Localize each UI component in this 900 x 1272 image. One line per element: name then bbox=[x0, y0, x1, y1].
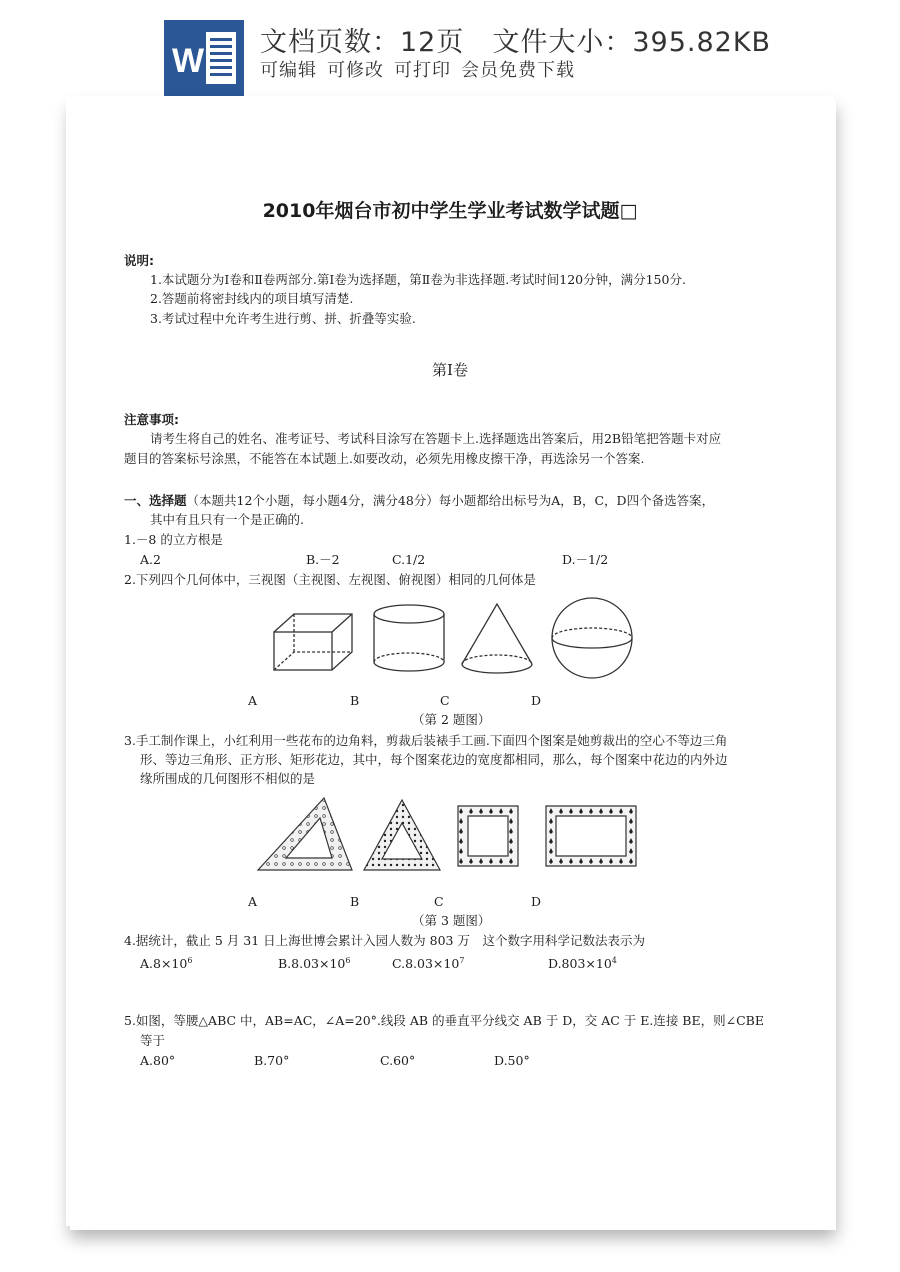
note-3: 3.考试过程中允许考生进行剪、拼、折叠等实验. bbox=[150, 311, 416, 326]
notes-heading: 说明: bbox=[124, 253, 154, 268]
q3-line-3: 缘所围成的几何图形不相似的是 bbox=[140, 771, 316, 786]
part1-header bbox=[124, 493, 714, 509]
q4-option-a: $A.8\times 10^6$ bbox=[140, 956, 193, 971]
q3-label-b: B bbox=[350, 894, 360, 909]
feature-editable: 可编辑 bbox=[260, 60, 317, 81]
svg-text:W: W bbox=[172, 42, 205, 80]
q5-line-1: 5.如图，等腰△ABC 中，AB=AC，∠A=20°.线段 AB 的垂直平分线交 AB 于 D，交 AC 于 E.连接 BE，则∠CBE bbox=[124, 1013, 764, 1028]
feature-list bbox=[260, 56, 585, 82]
q3-label-c: C bbox=[434, 894, 444, 909]
q5-option-d: D.50° bbox=[494, 1053, 530, 1068]
cone-shape bbox=[462, 604, 532, 673]
q2-label-b: B bbox=[350, 693, 360, 708]
cuboid-shape bbox=[274, 614, 352, 670]
q1-option-c: C.1/2 bbox=[392, 552, 426, 567]
part1-line-2: 其中有且只有一个是正确的. bbox=[150, 512, 304, 527]
q2-label-a: A bbox=[248, 693, 258, 708]
q3-borders-figure bbox=[256, 796, 646, 876]
file-size: 文件大小：395.82KB bbox=[492, 27, 772, 58]
square-border bbox=[458, 806, 518, 866]
sphere-shape bbox=[552, 598, 632, 678]
q1-option-b: B.－2 bbox=[306, 552, 340, 567]
q1-stem: 1.－8 的立方根是 bbox=[124, 532, 223, 547]
q3-line-2: 形、等边三角形、正方形、矩形花边，其中，每个图案花边的宽度都相同，那么，每个图案中花边的内外边 bbox=[140, 752, 728, 767]
word-document-icon bbox=[164, 20, 244, 96]
q3-label-a: A bbox=[248, 894, 258, 909]
attention-line-2: 题目的答案标号涂黑，不能答在本试题上.如要改动，必须先用橡皮擦干净，再选涂另一个答案. bbox=[124, 451, 645, 466]
q3-line-1: 3.手工制作课上，小红利用一些花布的边角料，剪裁后装裱手工画.下面四个图案是她剪裁出的空心不等边三角 bbox=[124, 733, 728, 748]
part1-instructions: （本题共12个小题，每小题4分，满分48分）每小题都给出标号为A，B，C，D四个备选答案， bbox=[186, 493, 715, 508]
q5-line-2: 等于 bbox=[140, 1033, 166, 1048]
header-banner bbox=[0, 0, 900, 96]
section-title: 第Ⅰ卷 bbox=[432, 361, 468, 379]
q1-option-d: D.－1/2 bbox=[562, 552, 609, 567]
q5-option-c: C.60° bbox=[380, 1053, 416, 1068]
page-count: 文档页数：12页 bbox=[260, 27, 465, 58]
cylinder-shape bbox=[374, 605, 444, 671]
feature-member-download: 会员免费下载 bbox=[461, 60, 575, 81]
q4-option-b: $B.8.03\times 10^6$ bbox=[278, 956, 351, 971]
attention-line-1: 请考生将自己的姓名、准考证号、考试科目涂写在答题卡上.选择题选出答案后，用2B铅笔把答题卡对应 bbox=[150, 431, 722, 446]
q2-label-d: D bbox=[531, 693, 542, 708]
q2-caption: （第 2 题图） bbox=[412, 712, 491, 727]
document-page bbox=[66, 96, 834, 1226]
feature-modifiable: 可修改 bbox=[327, 60, 384, 81]
feature-printable: 可打印 bbox=[394, 60, 451, 81]
q4-option-d: $D.803\times 10^4$ bbox=[548, 956, 617, 971]
file-info bbox=[260, 20, 771, 59]
q5-option-b: B.70° bbox=[254, 1053, 290, 1068]
q1-option-a: A.2 bbox=[140, 552, 161, 567]
q2-stem: 2.下列四个几何体中，三视图（主视图、左视图、俯视图）相同的几何体是 bbox=[124, 572, 536, 587]
q5-option-a: A.80° bbox=[140, 1053, 176, 1068]
equilateral-triangle-border bbox=[364, 800, 440, 870]
attention-heading: 注意事项: bbox=[124, 412, 179, 427]
q2-solids-figure bbox=[256, 596, 646, 684]
q2-label-c: C bbox=[440, 693, 450, 708]
q3-label-d: D bbox=[531, 894, 542, 909]
scalene-triangle-border bbox=[258, 798, 352, 870]
q3-caption: （第 3 题图） bbox=[412, 913, 491, 928]
q4-stem: 4.据统计，截止 5 月 31 日上海世博会累计入园人数为 803 万 这个数字用科学记数法表示为 bbox=[124, 933, 645, 948]
part1-label: 一、选择题 bbox=[124, 493, 187, 508]
rectangle-border bbox=[546, 806, 636, 866]
note-2: 2.答题前将密封线内的项目填写清楚. bbox=[150, 291, 354, 306]
q4-option-c: $C.8.03\times 10^7$ bbox=[392, 956, 465, 971]
note-1: 1.本试题分为Ⅰ卷和Ⅱ卷两部分.第Ⅰ卷为选择题，第Ⅱ卷为非选择题.考试时间120分钟，满分150分. bbox=[150, 272, 686, 287]
exam-title: 2010年烟台市初中学生学业考试数学试题□ bbox=[262, 200, 638, 222]
